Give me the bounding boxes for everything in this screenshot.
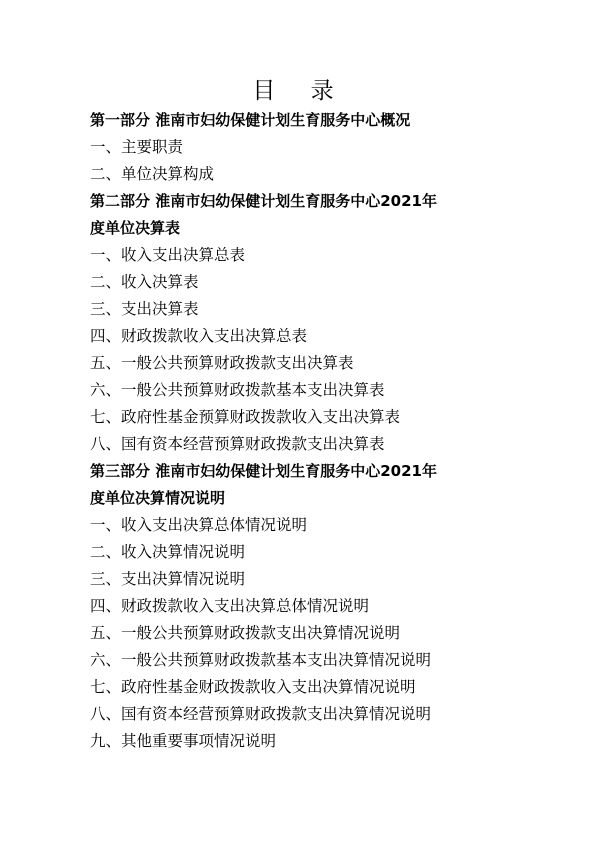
- toc-item: 九、其他重要事项情况说明: [90, 732, 277, 750]
- toc-item: 三、支出决算表: [90, 300, 199, 318]
- toc-item: 五、一般公共预算财政拨款支出决算情况说明: [90, 624, 401, 642]
- table-of-contents: [90, 107, 530, 755]
- toc-section-heading: 第一部分 淮南市妇幼保健计划生育服务中心概况: [90, 111, 411, 129]
- toc-item: 六、一般公共预算财政拨款基本支出决算表: [90, 381, 385, 399]
- page-title: 目 录: [252, 78, 348, 104]
- toc-item: 四、财政拨款收入支出决算总体情况说明: [90, 597, 370, 615]
- toc-section-heading: 度单位决算情况说明: [90, 489, 226, 507]
- toc-item: 三、支出决算情况说明: [90, 570, 246, 588]
- toc-section-heading: 第二部分 淮南市妇幼保健计划生育服务中心2021年: [90, 192, 437, 210]
- toc-item: 八、国有资本经营预算财政拨款支出决算表: [90, 435, 385, 453]
- toc-item: 一、收入支出决算总体情况说明: [90, 516, 308, 534]
- toc-item: 七、政府性基金财政拨款收入支出决算情况说明: [90, 678, 416, 696]
- toc-item: 二、单位决算构成: [90, 165, 215, 183]
- toc-item: 五、一般公共预算财政拨款支出决算表: [90, 354, 354, 372]
- toc-item: 二、收入决算表: [90, 273, 199, 291]
- toc-item: 八、国有资本经营预算财政拨款支出决算情况说明: [90, 705, 432, 723]
- toc-item: 七、政府性基金预算财政拨款收入支出决算表: [90, 408, 401, 426]
- toc-section-heading: 第三部分 淮南市妇幼保健计划生育服务中心2021年: [90, 462, 437, 480]
- toc-item: 一、主要职责: [90, 138, 184, 156]
- toc-item: 六、一般公共预算财政拨款基本支出决算情况说明: [90, 651, 432, 669]
- toc-section-heading: 度单位决算表: [90, 219, 181, 237]
- toc-item: 四、财政拨款收入支出决算总表: [90, 327, 308, 345]
- toc-item: 二、收入决算情况说明: [90, 543, 246, 561]
- toc-item: 一、收入支出决算总表: [90, 246, 246, 264]
